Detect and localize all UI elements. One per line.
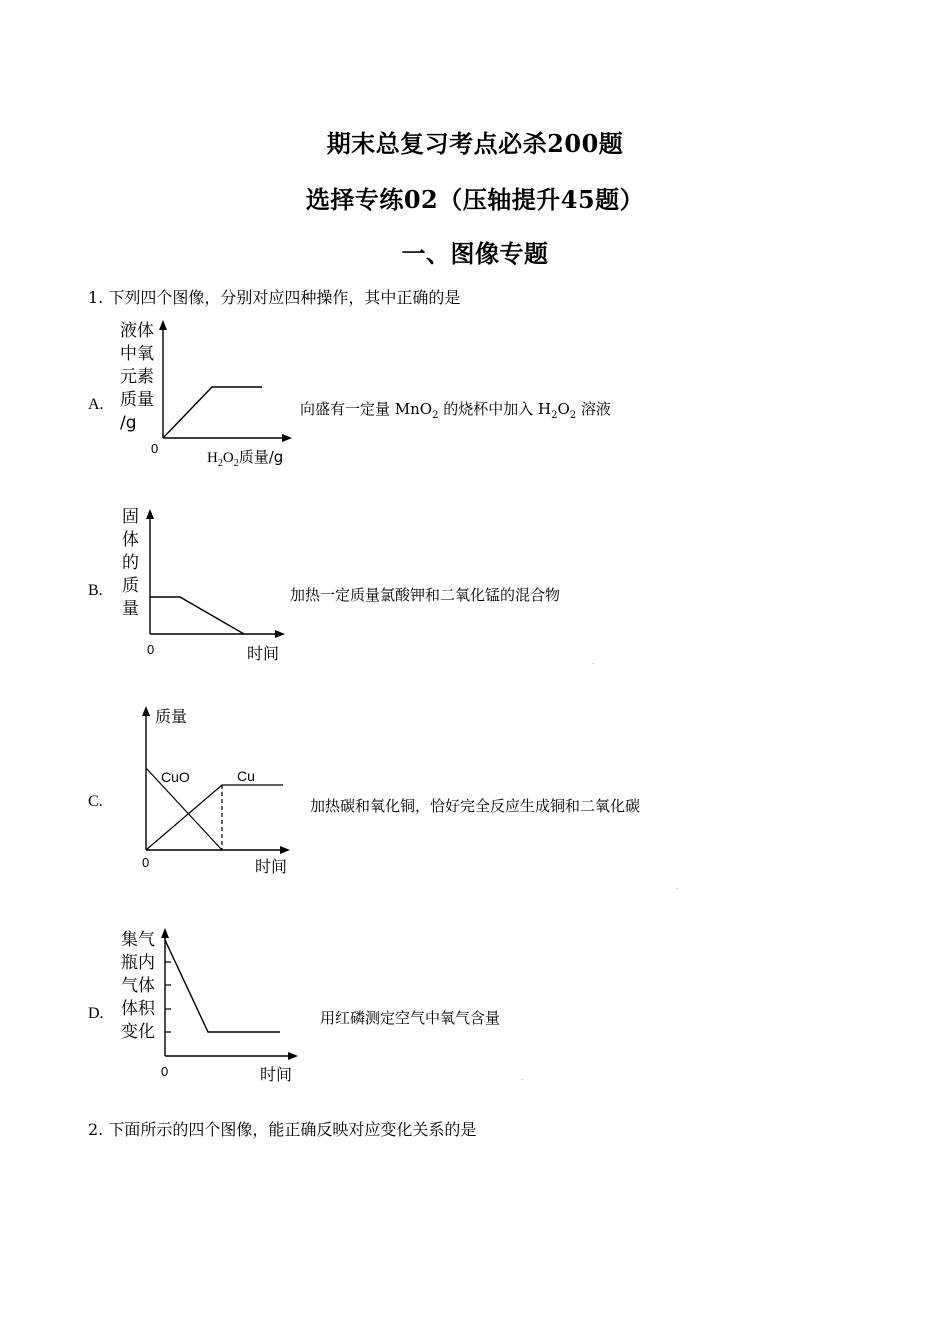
series-label-cu: Cu (237, 768, 255, 784)
y-label-line: /g (120, 413, 137, 433)
y-label-line: 变化 (121, 1022, 155, 1042)
x-label-text: O (222, 450, 234, 466)
option-d-x-label: 时间 (260, 1065, 293, 1084)
option-d-description: 用红磷测定空气中氧气含量 (320, 1009, 501, 1027)
y-label-line: 质 (122, 576, 139, 596)
option-b-origin: 0 (147, 642, 155, 657)
question-stem: 下面所示的四个图像，能正确反映对应变化关系的是 (108, 1120, 477, 1139)
desc-sub: 2 (432, 410, 439, 421)
doc-title: 期末总复习考点必杀200题 (326, 129, 624, 158)
stray-mark: . (521, 1073, 523, 1082)
x-label-sub: 2 (233, 458, 239, 469)
option-b-x-label: 时间 (247, 644, 280, 663)
option-c-origin: 0 (142, 855, 150, 870)
option-c-y-label: 质量 (155, 707, 188, 726)
y-label-line: 体 (122, 530, 139, 550)
x-label-sub: 2 (217, 458, 223, 469)
y-label-line: 量 (122, 599, 139, 619)
y-label-line: 元素 (120, 367, 154, 387)
x-axis-arrow (288, 1052, 298, 1060)
option-c-letter: C. (88, 793, 103, 810)
y-label-line: 液体 (120, 321, 154, 341)
desc-sub: 2 (551, 410, 558, 421)
doc-subtitle: 选择专练02（压轴提升45题） (305, 185, 645, 214)
option-a-origin: 0 (151, 441, 159, 456)
question-stem: 下列四个图像，分别对应四种操作，其中正确的是 (108, 288, 461, 307)
option-c-description: 加热碳和氧化铜，恰好完全反应生成铜和二氧化碳 (310, 797, 641, 815)
section-heading: 一、图像专题 (401, 239, 549, 268)
stray-mark: . (592, 657, 594, 666)
y-label-line: 固 (122, 507, 139, 527)
y-label-line: 体积 (121, 999, 155, 1019)
question-2 (88, 1117, 476, 1140)
desc-text: 向盛有一定量 MnO (300, 400, 433, 418)
series-label-cuo: CuO (161, 769, 190, 785)
x-label-text: 质量/g (238, 448, 284, 466)
x-label-text: H (207, 450, 218, 466)
option-a-letter: A. (88, 396, 104, 413)
option-d-origin: 0 (161, 1064, 169, 1079)
desc-sub: 2 (569, 410, 577, 421)
y-label-line: 瓶内 (121, 953, 155, 973)
option-d-letter: D. (88, 1005, 104, 1022)
desc-text: O (557, 400, 570, 418)
y-label-line: 集气 (121, 930, 155, 950)
desc-text: 的烧杯中加入 H (438, 400, 552, 418)
y-label-line: 的 (122, 553, 139, 573)
y-label-line: 气体 (121, 976, 155, 996)
stray-mark: . (676, 882, 678, 891)
data-line (165, 940, 280, 1032)
desc-text: 溶液 (576, 400, 611, 418)
y-label-line: 中氧 (120, 344, 154, 364)
option-b-letter: B. (88, 582, 103, 599)
option-b-description: 加热一定质量氯酸钾和二氧化锰的混合物 (290, 586, 561, 604)
y-axis-arrow (161, 928, 169, 938)
question-number: 2. (88, 1120, 104, 1139)
y-label-line: 质量 (120, 390, 154, 410)
question-number: 1. (88, 288, 104, 307)
option-c-x-label: 时间 (255, 857, 288, 876)
